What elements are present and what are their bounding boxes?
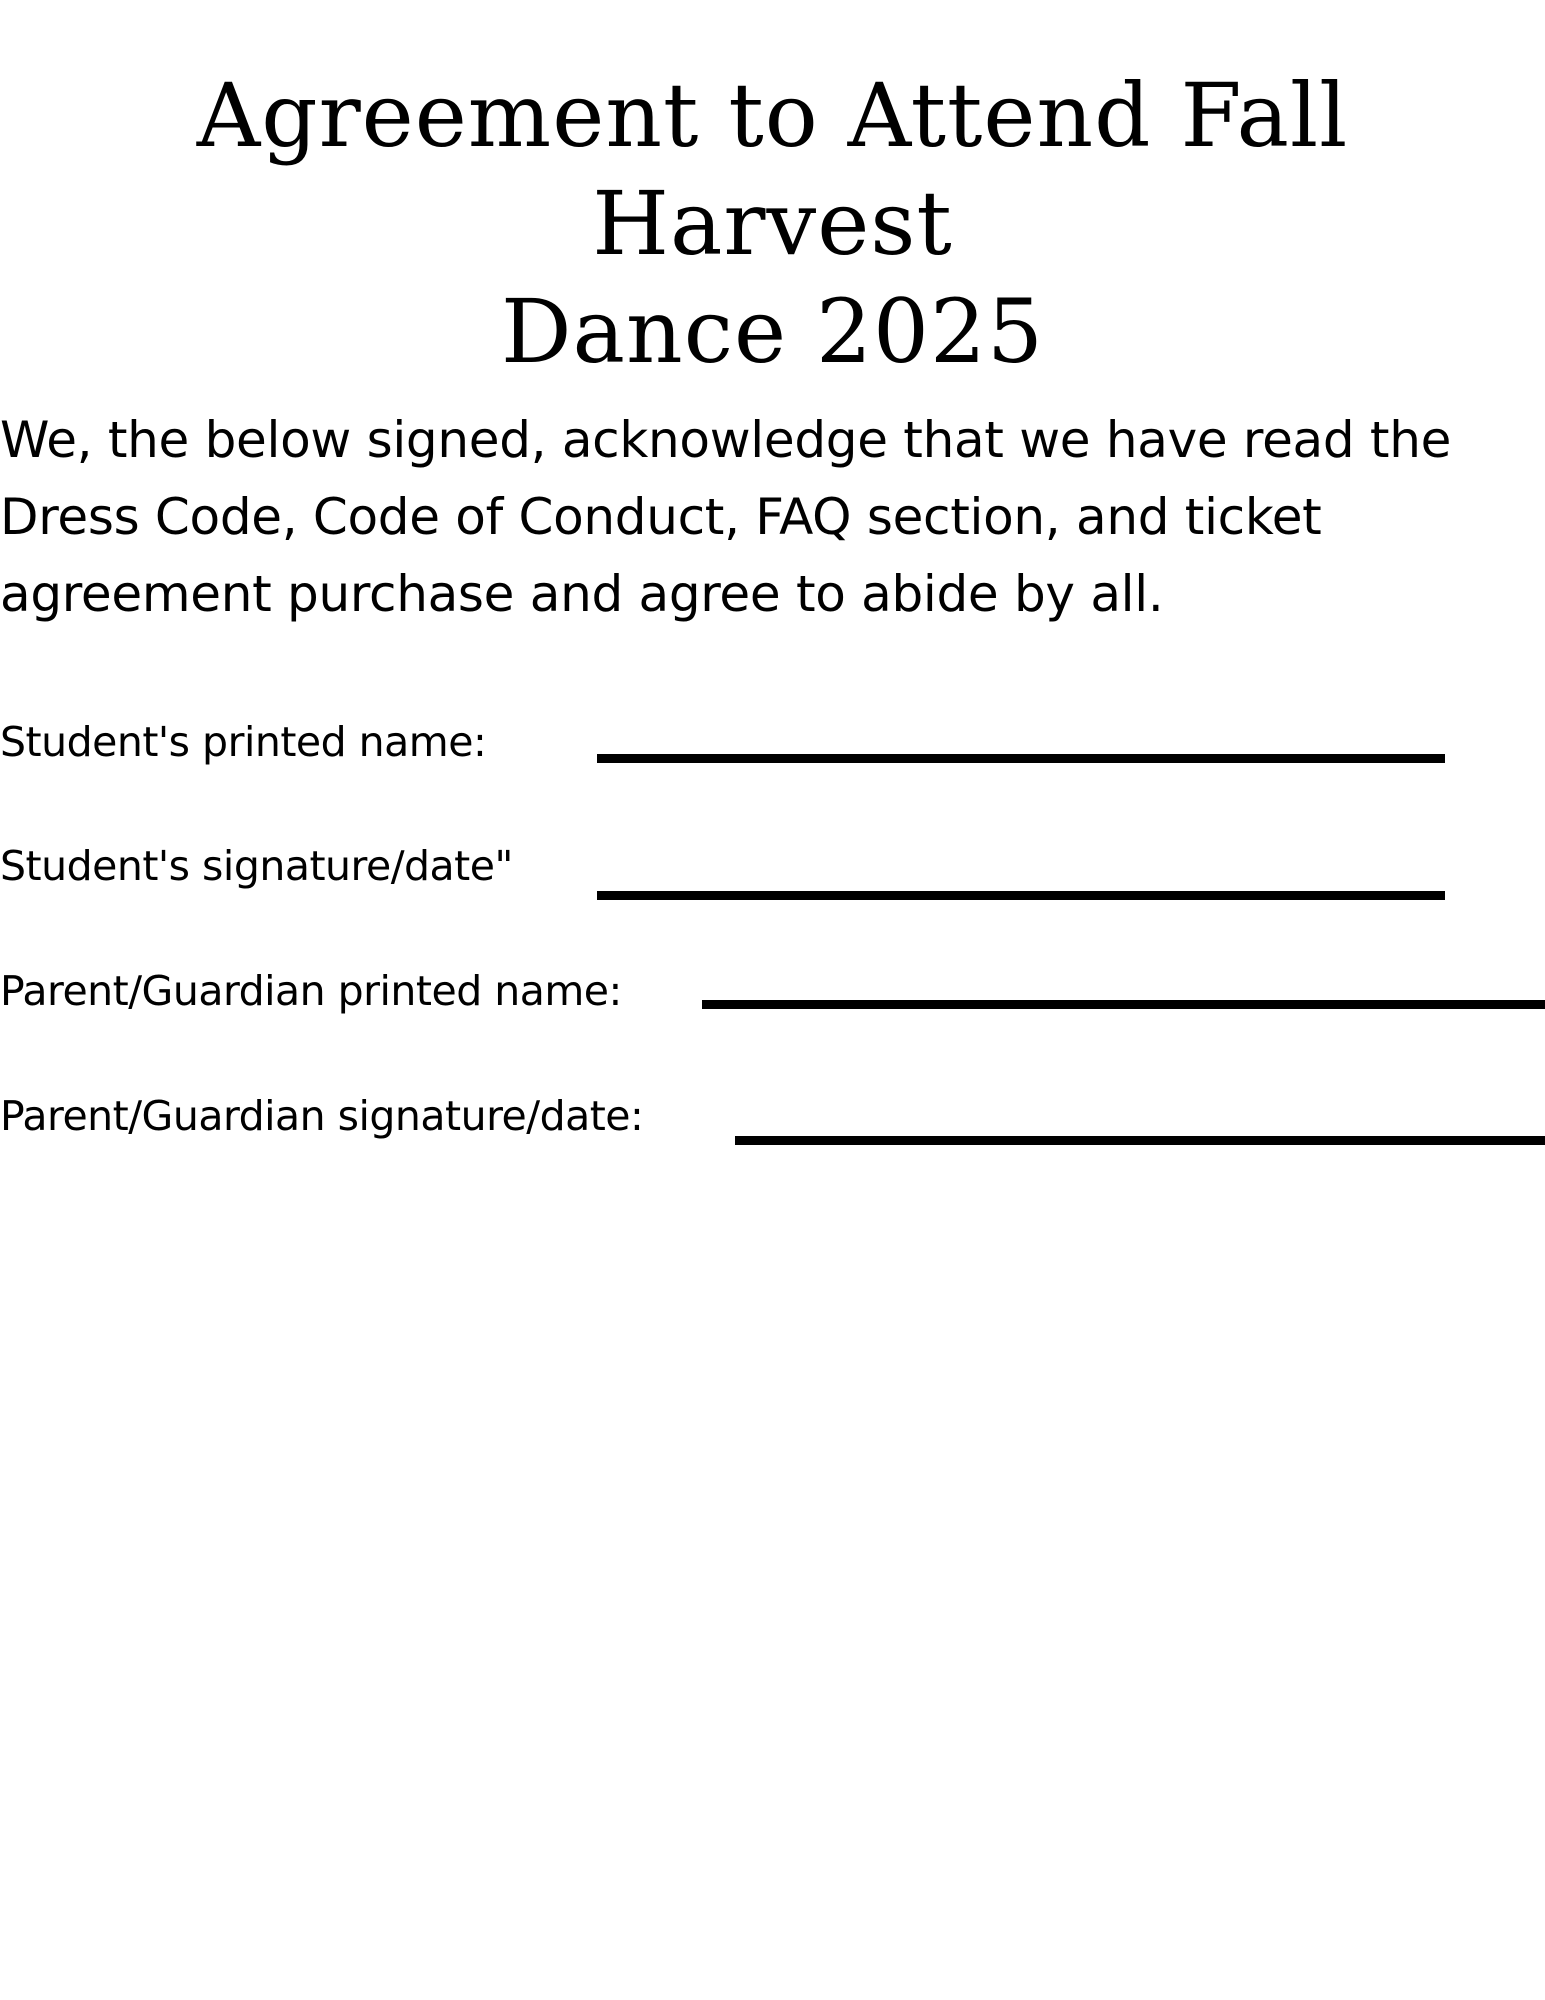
student-printed-name-line[interactable]	[597, 754, 1445, 763]
acknowledgement-paragraph: We, the below signed, acknowledge that we have read the Dress Code, Code of Conduct, FAQ section, and ticket agreement purchase and agree to abide by all.	[0, 411, 1452, 623]
parent-signature-date-line[interactable]	[735, 1136, 1545, 1145]
student-signature-date-line[interactable]	[597, 891, 1445, 900]
parent-printed-name-label: Parent/Guardian printed name:	[0, 967, 622, 1015]
page-title-line-1: Agreement to Attend Fall Harvest	[196, 64, 1349, 275]
parent-printed-name-line[interactable]	[702, 1000, 1545, 1009]
student-printed-name-label: Student's printed name:	[0, 718, 487, 766]
page-title-line-2: Dance 2025	[501, 280, 1044, 383]
student-signature-date-label: Student's signature/date"	[0, 842, 513, 890]
parent-signature-date-label: Parent/Guardian signature/date:	[0, 1092, 644, 1140]
page-title	[60, 62, 1485, 386]
